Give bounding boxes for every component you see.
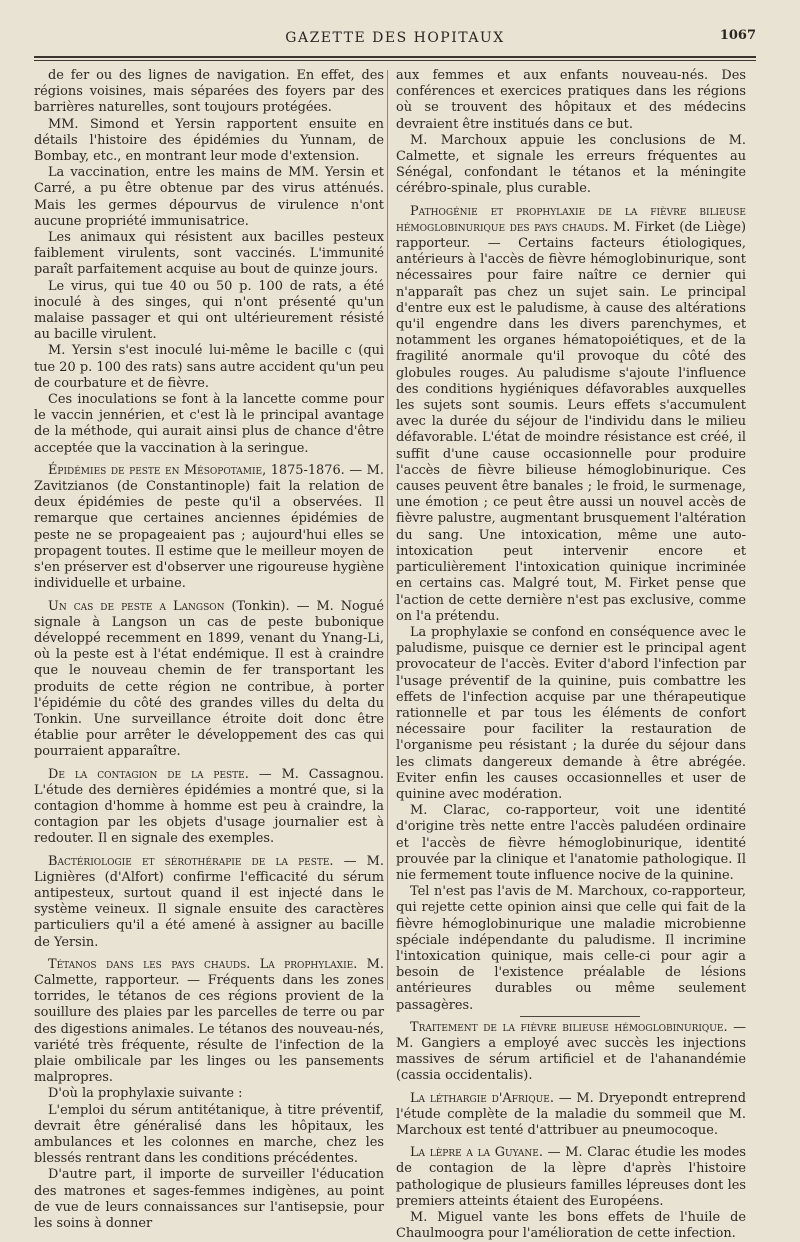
end-rule xyxy=(520,1016,640,1017)
paragraph xyxy=(396,204,746,625)
paragraph-text: L'emploi du sérum antitétanique, à titre préventif, devrait être généralisé dans les hôpitaux, les ambulances et les colonnes en marche, chez les blessés rentrant dans les conditions précédentes. xyxy=(34,1102,384,1167)
paragraph-text: — M. Gangiers a employé avec succès les injections massives de sérum artificiel et de l'ahanandémie (cassia occidentalis). xyxy=(396,1019,746,1084)
paragraph-text: M. Yersin s'est inoculé lui-même le bacille c (qui tue 20 p. 100 des rats) sans autre accident qu'un peu de courbature et de fièvre. xyxy=(34,343,384,391)
section-heading: Tétanos dans les pays chauds. La prophylaxie. xyxy=(48,956,358,972)
left-column xyxy=(34,68,384,1232)
paragraph-text: M. Firket (de Liège) rapporteur. — Certains facteurs étiologiques, antérieurs à l'accès de fièvre hémoglobinurique, sont nécessaires pour faire naître ce dernier qui n'apparaît pas chez un sujet sain. Le principal d'entre eux est le paludisme, à cause des altérations qu'il engendre dans les divers parenchymes, et notamment les organes hématopoiétiques, et de la fragilité anormale qu'il provoque du côté des globules rouges. Au paludisme s'ajoute l'influence des conditions hygiéniques défavorables auxquelles les sujets sont soumis. Leurs effets s'accumulent avec la durée du séjour de l'individu dans le milieu défavorable. L'état de moindre résistance est créé, il suffit d'une cause occasionnelle pour produire l'accès de fièvre bilieuse hémoglobinurique. Ces causes peuvent être banales ; le froid, le surmenage, une émotion ; ce peut être aussi un nouvel accès de fièvre palustre, augmentant brusquement l'altération du sang. Une intoxication, même une auto-intoxication peut intervenir encore et particulièrement l'intoxication quinique incriminée en certains cas. Malgré tout, M. Firket pense que l'action de cette dernière n'est pas exclusive, comme on l'a prétendu. xyxy=(396,219,746,624)
paragraph xyxy=(34,1086,384,1102)
section-heading: Traitement de la fièvre bilieuse hémoglobinurique. xyxy=(410,1019,728,1035)
header-rule-thin xyxy=(34,60,756,61)
paragraph-text: M. Miguel vante les bons effets de l'huile de Chaulmoogra pour l'amélioration de cette infection. xyxy=(396,1210,746,1242)
paragraph-text: Ces inoculations se font à la lancette comme pour le vaccin jennérien, et c'est là le principal avantage de la méthode, qui aurait ainsi plus de chance d'être acceptée que la vaccination à la seringue. xyxy=(34,392,384,456)
paragraph-text: — M. Dryepondt entreprend l'étude complète de la maladie du sommeil que M. Marchoux est tenté d'attribuer au pneumocoque. xyxy=(396,1090,746,1138)
paragraph-text: Les animaux qui résistent aux bacilles pesteux faiblement virulents, sont vaccinés. L'immunité paraît parfaitement acquise au bout de quinze jours. xyxy=(34,230,384,278)
paragraph-text: Tel n'est pas l'avis de M. Marchoux, co-rapporteur, qui rejette cette opinion ainsi que celle qui fait de la fièvre hémoglobinurique une maladie microbienne spéciale indépendante du paludisme. Il incrimine l'intoxication quinique, mais celle-ci pour agir a besoin de l'existence préalable de lésions antérieures durables ou même seulement passagères. xyxy=(396,884,746,1013)
paragraph-text: Le virus, qui tue 40 ou 50 p. 100 de rats, a été inoculé à des singes, qui n'ont présenté qu'un malaise passager et qui ont ultérieurement résisté au bacille virulent. xyxy=(34,278,384,343)
paragraph xyxy=(34,599,384,761)
column-divider xyxy=(387,70,388,990)
paragraph xyxy=(396,1145,746,1210)
paragraph xyxy=(34,1167,384,1232)
paragraph xyxy=(34,392,384,457)
paragraph-text: La vaccination, entre les mains de MM. Yersin et Carré, a pu être obtenue par des virus atténués. Mais les germes dépourvus de virulence n'ont aucune propriété immunisatrice. xyxy=(34,165,384,229)
section-heading: Bactériologie et sérothérapie de la peste. xyxy=(48,853,334,869)
paragraph-text: — M. Cassagnou. L'étude des dernières épidémies a montré que, si la contagion d'homme à homme est peu à craindre, la contagion par les objets d'usage journalier est à redouter. Il en signale des exemples. xyxy=(34,766,384,847)
paragraph-text: M. Clarac, co-rapporteur, voit une identité d'origine très nette entre l'accès paludéen ordinaire et l'accès de fièvre hémoglobinurique, identité prouvée par la clinique et l'anatomie pathologique. Il nie fermement toute influence nocive de la quinine. xyxy=(396,803,746,883)
page-number: 1067 xyxy=(719,28,756,43)
paragraph xyxy=(34,117,384,166)
header-rule-thick xyxy=(34,56,756,58)
paragraph-text: de fer ou des lignes de navigation. En effet, des régions voisines, mais séparées des foyers par des barrières naturelles, sont toujours protégées. xyxy=(34,68,384,116)
paragraph xyxy=(34,767,384,848)
paragraph xyxy=(396,884,746,1014)
paragraph xyxy=(34,1103,384,1168)
paragraph xyxy=(34,165,384,230)
paragraph xyxy=(34,279,384,344)
section-heading: Épidémies de peste en Mésopotamie xyxy=(48,462,263,478)
paragraph xyxy=(34,463,384,593)
paragraph-text: D'où la prophylaxie suivante : xyxy=(48,1086,243,1102)
paragraph-text: M. Calmette, rapporteur. — Fréquents dans les zones torrides, le tétanos de ces régions provient de la souillure des plaies par les parcelles de terre ou par des digestions animales. Le tétanos des nouveau-nés, variété très fréquente, résulte de l'infection de la plaie ombilicale par les linges ou les pansements malpropres. xyxy=(34,956,384,1086)
right-column xyxy=(396,68,746,1242)
section-heading: La lèpre a la Guyane. xyxy=(410,1145,543,1161)
paragraph-text: La prophylaxie se confond en conséquence avec le paludisme, puisque ce dernier est le principal agent provocateur de l'accès. Eviter d'abord l'infection par l'usage préventif de la quinine, puis combattre les effets de l'infection acquise par une thérapeutique rationnelle et par tous les éléments de confort nécessaire pour faciliter la restauration de l'organisme peu résistant ; la durée du séjour dans les climats dangereux demande à être abrégée. Eviter enfin les causes occasionnelles et user de quinine avec modération. xyxy=(396,624,746,802)
paragraph xyxy=(396,803,746,884)
paragraph-text: aux femmes et aux enfants nouveau-nés. Des conférences et exercices pratiques dans les régions où se trouvent des hôpitaux et des médecins devraient être institués dans ce but. xyxy=(396,68,746,132)
section-heading: De la contagion de la peste. xyxy=(48,766,249,782)
paragraph-text: (Tonkin). — M. Nogué signale à Langson un cas de peste bubonique développé recemment en 1899, venant du Ynang-Li, où la peste est à l'état endémique. Il est à craindre que le nouveau chemin de fer transportant les produits de cette région ne contribue, à porter l'épidémie du côté des grandes villes du delta du Tonkin. Une surveillance étroite doit donc être établie pour arrêter le développement des cas qui pourraient apparaître. xyxy=(34,598,384,760)
running-title: GAZETTE DES HOPITAUX xyxy=(285,30,505,46)
paragraph xyxy=(396,68,746,133)
section-heading: Un cas de peste a Langson xyxy=(48,598,225,614)
paragraph-text: M. Marchoux appuie les conclusions de M. Calmette, et signale les erreurs fréquentes au Sénégal, confondant le tétanos et la méningite cérébro-spinale, plus curable. xyxy=(396,132,746,197)
paragraph-text: D'autre part, il importe de surveiller l'éducation des matrones et sages-femmes indigènes, au point de vue de leurs connaissances sur l'antisepsie, pour les soins à donner xyxy=(34,1167,384,1232)
paragraph-text: , 1875-1876. — M. Zavitzianos (de Constantinople) fait la relation de deux épidémies de peste qu'il a observées. Il remarque que certaines anciennes épidémies de peste ne se propageaient pas ; aujourd'hui elles se propagent toutes. Il estime que le meilleur moyen de s'en préserver est d'observer une rigoureuse hygiène individuelle et urbaine. xyxy=(34,462,384,592)
paragraph-text: — M. Clarac étudie les modes de contagion de la lèpre d'après l'histoire pathologique de plusieurs familles lépreuses dont les premiers atteints étaient des Européens. xyxy=(396,1145,746,1209)
paragraph xyxy=(396,625,746,803)
page-header xyxy=(34,28,756,52)
paragraph xyxy=(396,1210,746,1242)
paragraph xyxy=(396,1020,746,1085)
paragraph xyxy=(34,68,384,117)
paragraph xyxy=(34,343,384,392)
paragraph xyxy=(34,230,384,279)
paragraph xyxy=(34,854,384,951)
paragraph xyxy=(396,1091,746,1140)
paragraph xyxy=(396,133,746,198)
paragraph xyxy=(34,957,384,1087)
section-heading: La léthargie d'Afrique. xyxy=(410,1090,554,1106)
section-heading: Pathogénie et prophylaxie de la fièvre bilieuse hémoglobinurique des pays chauds. xyxy=(396,203,746,235)
paragraph-text: — M. Lignières (d'Alfort) confirme l'efficacité du sérum antipesteux, surtout quand il est injecté dans le système veineux. Il signale ensuite des caractères particuliers qu'il a été amené à assigner au bacille de Yersin. xyxy=(34,853,384,950)
paragraph-text: MM. Simond et Yersin rapportent ensuite en détails l'histoire des épidémies du Yunnam, de Bombay, etc., en montrant leur mode d'extension. xyxy=(34,116,384,165)
